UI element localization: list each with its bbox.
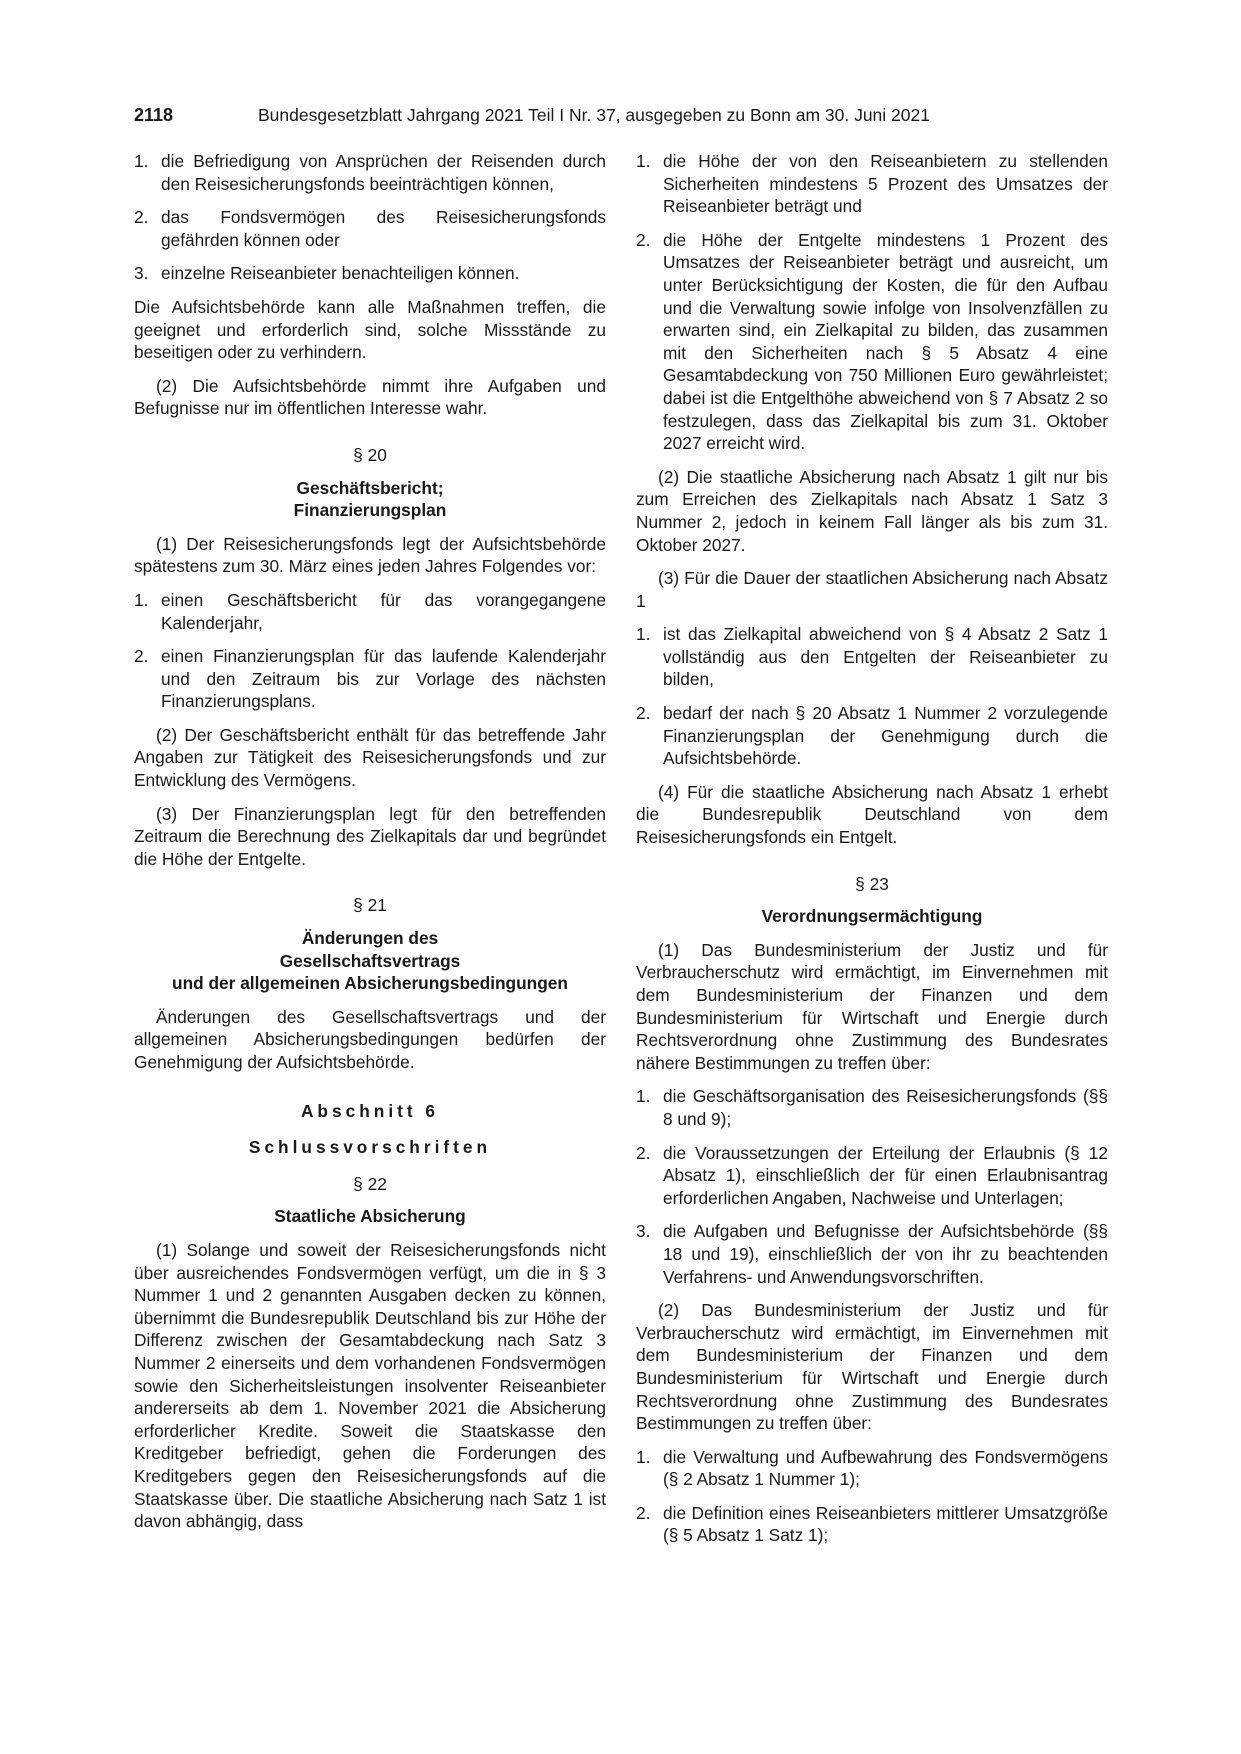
paragraph: (1) Der Reisesicherungsfonds legt der Aufsichtsbehörde spätestens zum 30. März eines jeden Jahres Folgendes vor: xyxy=(134,533,606,577)
list-item: 1. die Befriedigung von Ansprüchen der Reisenden durch den Reisesicherungsfonds beeinträchtigen können, xyxy=(134,151,606,194)
paragraph: Die Aufsichtsbehörde kann alle Maßnahmen treffen, die geeignet und erforderlich sind, solche Missstände zu beseitigen oder zu verhindern. xyxy=(134,296,606,363)
section-heading: Staatliche Absicherung xyxy=(274,1206,466,1227)
paragraph: (2) Die Aufsichtsbehörde nimmt ihre Aufgaben und Befugnisse nur im öffentlichen Interesse wahr. xyxy=(134,375,606,419)
paragraph: (2) Das Bundesministerium der Justiz und für Verbraucherschutz wird ermächtigt, im Einvernehmen mit dem Bundesministerium der Finanzen und dem Bundesministerium für Wirtschaft und Energie durch Rechtsverordnung ohne Zustimmung des Bundesrates Bestimmungen zu treffen über: xyxy=(636,1300,1108,1434)
list-item: 2. die Definition eines Reiseanbieters mittlerer Umsatzgröße (§ 5 Absatz 1 Satz 1); xyxy=(636,1502,1108,1546)
list-item: 1. ist das Zielkapital abweichend von § 4 Absatz 2 Satz 1 vollständig aus den Entgelten der Reiseanbieter zu bilden, xyxy=(636,624,1108,690)
paragraph: (3) Der Finanzierungsplan legt für den betreffenden Zeitraum die Berechnung des Zielkapitals dar und begründet die Höhe der Entgelte. xyxy=(134,803,606,869)
section-number: § 20 xyxy=(353,444,387,465)
section-heading: Verordnungsermächtigung xyxy=(761,906,983,927)
list-item: 2. das Fondsvermögen des Reisesicherungsfonds gefährden können oder xyxy=(134,207,606,250)
section-number: § 23 xyxy=(855,873,889,894)
paragraph: (1) Das Bundesministerium der Justiz und für Verbraucherschutz wird ermächtigt, im Einvernehmen mit dem Bundesministerium der Finanzen und dem Bundesministerium für Wirtschaft und Energie durch Rechtsverordnung ohne Zustimmung des Bundesrates nähere Bestimmungen zu treffen über: xyxy=(636,939,1108,1073)
list-item: 1. einen Geschäftsbericht für das vorangegangene Kalenderjahr, xyxy=(134,589,606,633)
paragraph: Änderungen des Gesellschaftsvertrags und der allgemeinen Absicherungsbedingungen bedürfen der Genehmigung der Aufsichtsbehörde. xyxy=(134,1006,606,1072)
section-number: § 22 xyxy=(353,1173,387,1194)
paragraph: (4) Für die staatliche Absicherung nach Absatz 1 erhebt die Bundesrepublik Deutschland von dem Reisesicherungsfonds ein Entgelt. xyxy=(636,781,1108,848)
list-item: 3. die Aufgaben und Befugnisse der Aufsichtsbehörde (§§ 18 und 19), einschließlich der von ihr zu beachtenden Verfahrens- und Anwendungsvorschriften. xyxy=(636,1221,1108,1287)
section-number: § 21 xyxy=(353,895,387,916)
paragraph: (3) Für die Dauer der staatlichen Absicherung nach Absatz 1 xyxy=(636,568,1108,611)
section-heading: Geschäftsbericht; Finanzierungsplan xyxy=(293,477,447,521)
paragraph: (2) Die staatliche Absicherung nach Absatz 1 gilt nur bis zum Erreichen des Zielkapitals nach Absatz 1 Satz 3 Nummer 2, jedoch in keinem Fall länger als bis zum 31. Oktober 2027. xyxy=(636,466,1108,555)
page-number: 2118 xyxy=(134,105,174,125)
part-title: Schlussvorschriften xyxy=(248,1137,492,1158)
right-column xyxy=(636,150,1108,1558)
list-item: 2. die Voraussetzungen der Erteilung der Erlaubnis (§ 12 Absatz 1), einschließlich der für einen Erlaubnisantrag erforderlichen Angaben, Nachweise und Unterlagen; xyxy=(636,1142,1108,1208)
paragraph: (1) Solange und soweit der Reisesicherungsfonds nicht über ausreichendes Fondsvermögen verfügt, um die in § 3 Nummer 1 und 2 genannten Ausgaben decken zu können, übernimmt die Bundesrepublik Deutschland bis zur Höhe der Differenz zwischen der Gesamtabdeckung nach Satz 3 Nummer 2 einerseits und dem vorhandenen Fondsvermögen sowie den Sicherheitsleistungen insolventer Reiseanbieter andererseits ab dem 1. November 2021 die Absicherung erforderlicher Kredite. Soweit die Staatskasse den Kreditgeber befriedigt, gehen die Forderungen des Kreditgebers gegen den Reisesicherungsfonds auf die Staatskasse über. Die staatliche Absicherung nach Satz 1 ist davon abhängig, dass xyxy=(134,1239,606,1532)
list-item: 3. einzelne Reiseanbieter benachteiligen können. xyxy=(134,263,520,284)
page-header xyxy=(134,103,1121,127)
left-column xyxy=(134,150,606,1544)
part-number: Abschnitt 6 xyxy=(300,1100,440,1121)
list-item: 2. die Höhe der Entgelte mindestens 1 Prozent des Umsatzes der Reiseanbieter beträgt und ausreicht, um unter Berücksichtigung der Kosten, die für den Aufbau und die Verwaltung sowie infolge von Insolvenzfällen zu erwarten sind, ein Zielkapital zu bilden, das zusammen mit den Sicherheiten nach § 5 Absatz 4 eine Gesamtabdeckung von 750 Millionen Euro gewährleistet; dabei ist die Entgelthöhe abweichend von § 7 Absatz 2 so festzulegen, dass das Zielkapital bis zum 31. Oktober 2027 erreicht wird. xyxy=(636,229,1108,454)
list-item: 2. bedarf der nach § 20 Absatz 1 Nummer 2 vorzulegende Finanzierungsplan der Genehmigung durch die Aufsichtsbehörde. xyxy=(636,703,1108,769)
list-item: 1. die Geschäftsorganisation des Reisesicherungsfonds (§§ 8 und 9); xyxy=(636,1086,1108,1129)
list-item: 1. die Höhe der von den Reiseanbietern zu stellenden Sicherheiten mindestens 5 Prozent des Umsatzes der Reiseanbieter beträgt und xyxy=(636,151,1108,217)
list-item: 1. die Verwaltung und Aufbewahrung des Fondsvermögens (§ 2 Absatz 1 Nummer 1); xyxy=(636,1446,1108,1490)
section-heading: Änderungen des Gesellschaftsvertrags und der allgemeinen Absicherungsbedingungen xyxy=(172,928,568,994)
running-title: Bundesgesetzblatt Jahrgang 2021 Teil I Nr. 37, ausgegeben zu Bonn am 30. Juni 2021 xyxy=(258,105,930,125)
paragraph: (2) Der Geschäftsbericht enthält für das betreffende Jahr Angaben zur Tätigkeit des Reisesicherungsfonds und zur Entwicklung des Vermögens. xyxy=(134,724,606,791)
list-item: 2. einen Finanzierungsplan für das laufende Kalenderjahr und den Zeitraum bis zur Vorlage des nächsten Finanzierungsplans. xyxy=(134,646,606,712)
